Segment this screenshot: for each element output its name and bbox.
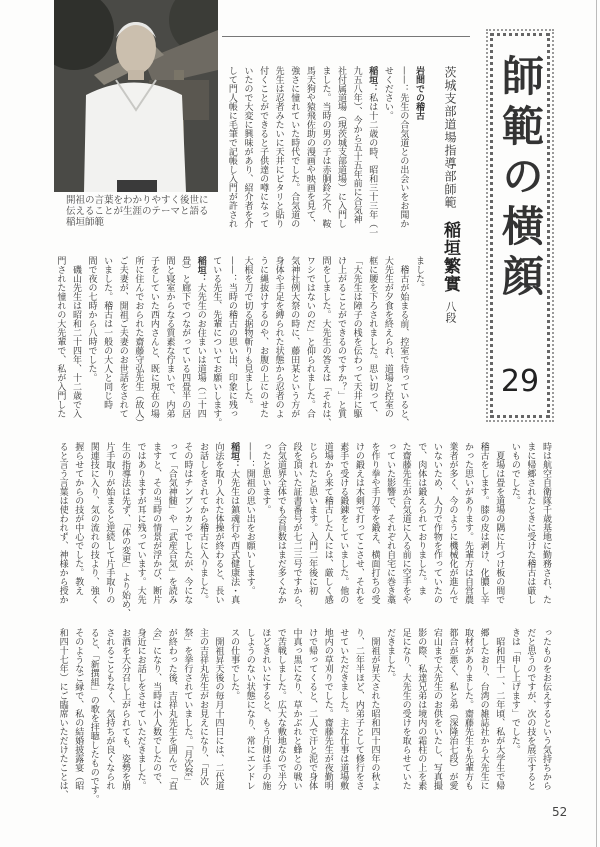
text-column: 宕山まで大先生のお供をいたし、写真撮 xyxy=(431,628,442,790)
page-number: 52 xyxy=(552,805,568,819)
text-column: まに帰郷されたときに受けた稽古は厳し xyxy=(525,442,536,604)
text-column: 磯山先生は昭和二十四年、十二歳で入 xyxy=(70,256,81,418)
text-column: 稽古が始まる前、控室で待っていると、 xyxy=(398,256,409,427)
series-issue-number: 29 xyxy=(500,364,540,399)
speaker-label: 稲垣： xyxy=(229,442,240,469)
text-column: そのようなご縁で、私の結婚披露宴（昭 xyxy=(73,628,84,790)
text-column: 九五八年）、今から五十五年前に合気神 xyxy=(351,66,362,224)
author-name: 稲垣繁實 xyxy=(440,221,460,293)
text-column: ほどきれいにすると、もう片側は手の施 xyxy=(260,628,271,790)
text-column: 身体や手足を縛られた状態から忍者のよ xyxy=(273,256,284,418)
text-column: 所に住んでおられた齋藤守弘先生（故人） xyxy=(133,256,144,427)
text-column: 都合が悪く、私と弟（深隆治七段）が愛 xyxy=(447,628,458,790)
text-column: 子をしていた西内さんと、既に現在の場 xyxy=(148,256,159,418)
text-column: 素手で受ける鍛錬をしていました。他の xyxy=(338,442,349,604)
text-column: 中真っ黒になり、草かぶれと蜂との戦い xyxy=(291,628,302,790)
text-column: ワシではないのだ」と仰られました。合 xyxy=(304,256,315,418)
text-column: 問をしました。大先生の答えは「それは、 xyxy=(320,256,331,427)
article-tier-1 xyxy=(223,66,426,236)
text-column: 合気道界全体でも会員数はまだ多くなか xyxy=(275,442,286,604)
text-column: きは「申し上げます」でした。 xyxy=(509,628,520,754)
text-column: 和四十七年）にご臨席いただけたことは、 xyxy=(57,628,68,799)
article-tier-3 xyxy=(54,442,553,618)
series-title-box xyxy=(490,33,550,418)
text-column: 関連技に入り、気の流れの技より、強く xyxy=(88,442,99,604)
text-column: 「大先生は障子の桟を伝わって天井に駆 xyxy=(351,256,362,418)
text-column: 門された憧れの大先輩で、私が入門した xyxy=(55,256,66,418)
text-column: 間と寝室からなる質素な佇まいで、内弟 xyxy=(164,256,175,418)
text-column: 馬天狗や猿飛佐助の漫画や映画を見て、 xyxy=(304,66,315,228)
text-column: 昭和四十一、二年頃、私が大学生で帰 xyxy=(494,628,505,790)
article-tier-2 xyxy=(52,256,426,426)
text-column: 大根を刀で切る据物斬りも見ました。 xyxy=(242,256,253,409)
article-headline xyxy=(438,66,462,323)
caption-line: 稲垣師範 xyxy=(66,217,105,228)
text-column: っていた影響で、それぞれ自宅に巻き藁 xyxy=(385,442,396,604)
text-column: 畳）と廊下でつながっている四畳半の居 xyxy=(180,256,191,418)
text-column: ると、「新撰組」の歌を拝聴したものです。 xyxy=(88,628,99,804)
series-title: 師範の横顔 xyxy=(496,54,545,304)
text-column: 夏場は畳を道場の隅に片づけ板の間で xyxy=(494,442,505,604)
text-column: ——：先生の合気道との出会いをお聞か xyxy=(398,66,409,228)
text-column: けの鍛えは木剣で打ってこさせ、それを xyxy=(353,442,364,604)
page-edge xyxy=(596,0,597,847)
text-column: 向法を取り入れた体操が終わると、長い xyxy=(213,442,224,604)
text-column: スの仕事でした。 xyxy=(229,628,240,700)
text-column: せください。 xyxy=(382,66,393,120)
text-column: その時はチンプンカンでしたが、今にな xyxy=(182,442,193,604)
text-column: 祭」を挙行されていました。「月次祭」 xyxy=(182,628,193,786)
article-tier-4 xyxy=(54,628,553,804)
text-column: 先生は忍者みたいに天井にピタリと貼り xyxy=(273,66,284,228)
text-column: 社付属道場（現茨城支部道場）に入門し xyxy=(336,66,347,228)
text-column: 生の指導法は先ず、「体の変更」より始め、 xyxy=(119,442,130,618)
text-column: 足になり、大先生の受けを取らせていた xyxy=(400,628,411,790)
photo-caption xyxy=(66,195,216,228)
text-column: 開祖昇天後の毎月十四日には、二代道 xyxy=(213,628,224,790)
text-column: ——：当時の稽古の思い出、印象に残っ xyxy=(226,256,237,418)
text-column: いたので大変に興味があり、紹介者を介 xyxy=(242,66,253,228)
text-column: 段を頂いた証書番号が七二三号ですから、 xyxy=(291,442,302,613)
text-column: されることもなく、気持ちが良くなられ xyxy=(104,628,115,790)
text-column: ている先生、先輩についてお願いします。 xyxy=(211,256,222,427)
text-column: 道場から来て稽古した人には、厳しく感 xyxy=(322,442,333,604)
text-column: を作り拳や手刀等を鍛え、横面打ちの受 xyxy=(369,442,380,604)
text-column: 影の際、私達兄弟は境内の霜柱の上を素 xyxy=(416,628,427,790)
text-column: しようのない状態になり、常にエンドレ xyxy=(244,628,255,790)
text-column: 片手取りが始まると逆続して片手取りの xyxy=(104,442,115,604)
text-column: って「合気神髄」や「武産合気」を読み xyxy=(166,442,177,604)
portrait-image xyxy=(54,0,218,192)
text-column: ました。当時の男の子は赤胴鈴之介、鞍 xyxy=(320,66,331,228)
caption-line: 伝えることが生涯のテーマと語る xyxy=(66,206,209,217)
text-column: かった思いがあります。先輩方は自営農 xyxy=(463,442,474,604)
text-column: 郷したおり、台湾の雑誌社から大先生に xyxy=(478,628,489,790)
text-column: して門人帳に毛筆で記帳し入門が許され xyxy=(226,66,237,228)
text-column: じられたと思います。入門二年後に初 xyxy=(307,442,318,595)
text-column: 框に腰を下ろされました。思い切って、 xyxy=(367,256,378,418)
portrait-photo xyxy=(54,0,218,192)
author-rank: 八段 xyxy=(444,301,457,323)
text-column: 付くことができると子供達の噂になって xyxy=(258,66,269,228)
text-column: た齋藤先生が合気道に入る前に空手をや xyxy=(400,442,411,604)
text-column: ますと、その当時の情景が浮かび、断片 xyxy=(151,442,162,604)
text-column: せていただきました。主な仕事は道場敷 xyxy=(338,628,349,790)
text-column: 地内の草刈りでした。齋藤先生が夜勤明 xyxy=(322,628,333,790)
text-column: 会」になり、当時は小人数でしたので、 xyxy=(151,628,162,790)
text-column: 大先生が夕食を終えられ、道場と控室の xyxy=(382,256,393,418)
text-column: 強さに憧れていた時代でした。合気道の xyxy=(289,66,300,228)
speaker-label: 稲垣： xyxy=(195,256,206,283)
text-column: 稲垣：大先生は鎮魂行や西式健康法・真 xyxy=(229,442,240,604)
text-column: り、二年半ほど、内弟子として修行をさ xyxy=(353,628,364,790)
text-column: ったものをお伝えするという気持ちから xyxy=(541,628,551,790)
text-column: ——：開祖の思い出をお願いします。 xyxy=(244,442,255,595)
text-column: ったと思います。 xyxy=(260,442,271,514)
text-column: 業者が多く、今のように機械化が進んで xyxy=(447,442,458,604)
caption-line: 開祖の言葉をわかりやすく後世に xyxy=(66,195,209,206)
text-column: いました。稽古は一般の大人と同じ時 xyxy=(102,256,113,409)
text-column: 握らせてからの技が中心でした。教え xyxy=(73,442,84,595)
text-column: 身近にお話しをさせていただきました。 xyxy=(135,628,146,790)
text-column: だきました。 xyxy=(385,628,396,682)
speaker-label: 稲垣： xyxy=(367,66,378,93)
text-column: ではありますが耳に残っています。大先 xyxy=(135,442,146,604)
text-column: お話しをされてから稽古に入りました。 xyxy=(197,442,208,604)
text-column: 開祖が昇天された昭和四十四年の秋よ xyxy=(369,628,380,790)
text-column: お酒を大分召し上がられても、姿勢を崩 xyxy=(119,628,130,790)
text-column: ると言う言葉は使われず、神様から授か xyxy=(57,442,68,604)
text-column: 稲垣：大先生のお住まいは道場（二十四 xyxy=(195,256,206,418)
text-column: 主の吉祥丸先生がお見えになり、「月次 xyxy=(197,628,208,786)
section-heading: 岩間での稽古 xyxy=(414,66,424,120)
text-column: で、肉体は鍛えられておりました。ま xyxy=(416,442,427,595)
text-column: 間で夜の七時から八時でした。 xyxy=(86,256,97,382)
text-column: いものでした。 xyxy=(509,442,520,505)
author-role: 茨城支部道場指導部師範 xyxy=(443,66,457,209)
text-column: が終わった後、吉祥丸先生を囲んで「直 xyxy=(166,628,177,790)
text-column: け上がることができるのですか？」と質 xyxy=(336,256,347,418)
text-column: 気神社例大祭の時に、藤田某という方が xyxy=(289,256,300,418)
text-column: 稽古をします。膝の皮は剥け、化膿し辛 xyxy=(478,442,489,604)
text-column: 取材がありました。齋藤先生も先輩方も xyxy=(463,628,474,790)
text-column: うに縄抜けするのや、お腹の上にのせた xyxy=(258,256,269,418)
text-column: 稲垣：私は十二歳の時、昭和三十三年（一 xyxy=(367,66,378,237)
text-column: で苦戦しました。広大な敷地なので半分 xyxy=(275,628,286,790)
text-column: ました。 xyxy=(414,256,424,292)
text-column: だと思うのですが、次の技を展示すると xyxy=(525,628,536,790)
text-column: 時は航空自衛隊千歳基地に勤務され、た xyxy=(541,442,551,604)
text-column: いないため、人力で作物を作っていたの xyxy=(431,442,442,604)
text-column: ご夫妻が、開祖ご夫妻のお世話をされて xyxy=(117,256,128,418)
text-column: けで帰ってくると、二人で汗と泥で身体 xyxy=(307,628,318,790)
header-rule xyxy=(222,36,470,37)
